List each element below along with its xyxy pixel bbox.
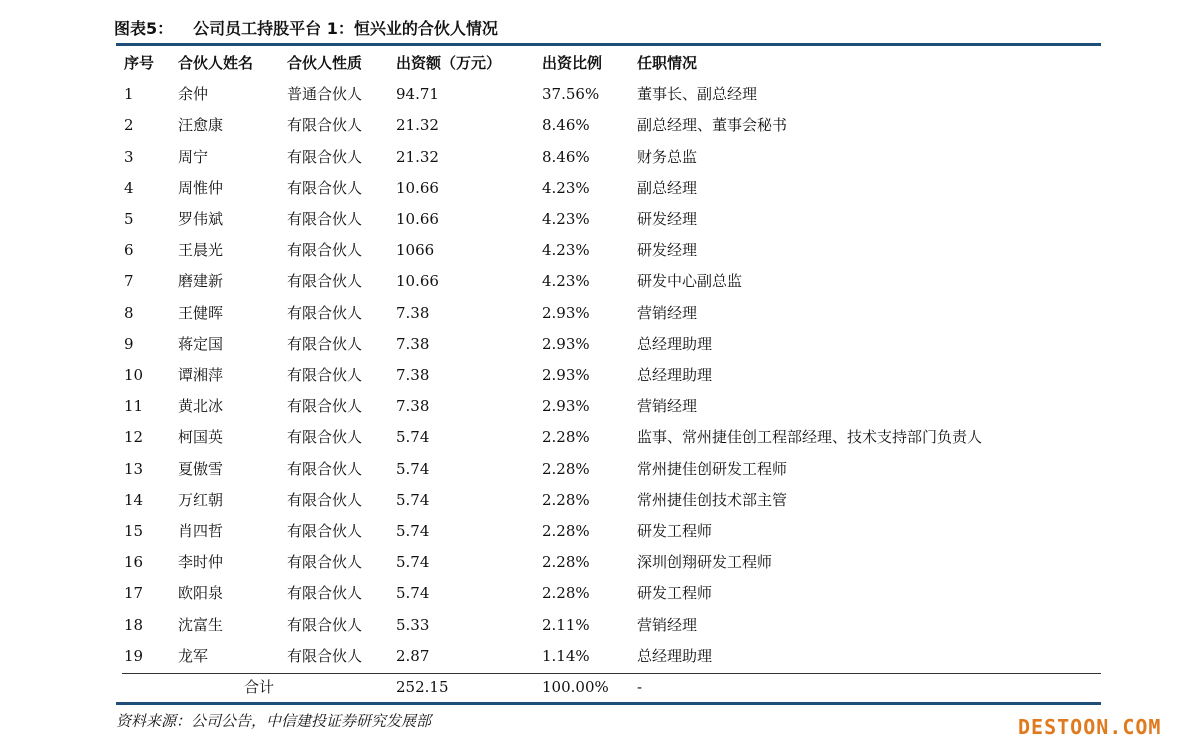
- col-ratio-cell: 2.93%: [542, 397, 590, 416]
- col-ratio-cell: 2.28%: [542, 490, 590, 509]
- header-col-index: 序号: [124, 54, 155, 72]
- col-index-cell: 13: [124, 459, 144, 478]
- col-position-cell: 副总经理: [637, 178, 698, 197]
- col-amount-cell: 5.74: [396, 522, 430, 540]
- watermark-logo: DESTOON.COM: [1018, 715, 1162, 739]
- col-position-cell: 总经理助理: [637, 646, 713, 665]
- col-amount-cell: 21.32: [396, 116, 439, 135]
- header-col-ratio: 出资比例: [542, 54, 603, 72]
- col-index-cell: 5: [124, 210, 134, 228]
- col-position-cell: 研发工程师: [637, 584, 713, 603]
- col-position-cell: 营销经理: [637, 303, 698, 322]
- table-row: [0, 142, 1191, 173]
- col-partner-type-cell: 有限合伙人: [287, 210, 363, 228]
- col-amount-cell: 10.66: [396, 210, 439, 228]
- col-partner-name-cell: 汪愈康: [178, 116, 224, 135]
- table-row: [0, 266, 1191, 297]
- col-amount-cell: 7.38: [396, 366, 430, 384]
- col-index-cell: 11: [124, 397, 144, 416]
- col-amount-cell: 10.66: [396, 272, 439, 291]
- col-index-cell: 4: [124, 178, 134, 197]
- col-amount-cell: 5.33: [396, 615, 430, 634]
- col-position-cell: 营销经理: [637, 397, 698, 416]
- col-index-cell: 14: [124, 490, 144, 509]
- total-row: [0, 672, 1191, 703]
- col-partner-name-cell: 王健晖: [178, 303, 224, 322]
- col-ratio-cell: 2.93%: [542, 334, 590, 353]
- total-position: -: [637, 678, 643, 696]
- col-partner-type-cell: 有限合伙人: [287, 147, 363, 166]
- table-row: [0, 173, 1191, 204]
- table-row: [0, 516, 1191, 547]
- col-ratio-cell: 8.46%: [542, 116, 590, 135]
- col-partner-type-cell: 有限合伙人: [287, 272, 363, 291]
- col-partner-name-cell: 夏傲雪: [178, 459, 224, 478]
- col-partner-type-cell: 有限合伙人: [287, 490, 363, 509]
- col-ratio-cell: 4.23%: [542, 241, 590, 260]
- col-partner-type-cell: 有限合伙人: [287, 459, 363, 478]
- col-ratio-cell: 2.28%: [542, 553, 590, 572]
- col-partner-name-cell: 黄北冰: [178, 397, 224, 416]
- table-row: [0, 610, 1191, 641]
- table-header-row: [0, 48, 1191, 79]
- table-bottom-rule: [116, 702, 1101, 705]
- col-partner-name-cell: 罗伟斌: [178, 210, 224, 228]
- col-partner-type-cell: 有限合伙人: [287, 366, 363, 384]
- table-top-rule: [116, 43, 1101, 46]
- col-amount-cell: 5.74: [396, 428, 430, 447]
- col-ratio-cell: 2.28%: [542, 522, 590, 540]
- col-partner-type-cell: 有限合伙人: [287, 428, 363, 447]
- col-position-cell: 研发工程师: [637, 522, 713, 540]
- table-row: [0, 360, 1191, 391]
- col-position-cell: 董事长、副总经理: [637, 85, 758, 104]
- col-amount-cell: 5.74: [396, 490, 430, 509]
- col-amount-cell: 10.66: [396, 178, 439, 197]
- col-partner-name-cell: 周宁: [178, 147, 209, 166]
- table-row: [0, 454, 1191, 485]
- col-position-cell: 研发经理: [637, 241, 698, 260]
- col-ratio-cell: 37.56%: [542, 85, 600, 104]
- header-col-amount: 出资额（万元）: [396, 54, 502, 72]
- col-position-cell: 研发中心副总监: [637, 272, 743, 291]
- col-index-cell: 15: [124, 522, 144, 540]
- col-partner-name-cell: 欧阳泉: [178, 584, 224, 603]
- col-partner-name-cell: 万红朝: [178, 490, 224, 509]
- col-index-cell: 9: [124, 334, 134, 353]
- col-position-cell: 常州捷佳创研发工程师: [637, 459, 788, 478]
- col-position-cell: 营销经理: [637, 615, 698, 634]
- col-index-cell: 12: [124, 428, 144, 447]
- col-ratio-cell: 8.46%: [542, 147, 590, 166]
- col-partner-name-cell: 肖四哲: [178, 522, 224, 540]
- table-row: [0, 110, 1191, 141]
- col-amount-cell: 7.38: [396, 334, 430, 353]
- col-partner-name-cell: 谭湘萍: [178, 366, 224, 384]
- col-partner-name-cell: 磨建新: [178, 272, 224, 291]
- col-ratio-cell: 4.23%: [542, 178, 590, 197]
- figure-label: 图表5：: [114, 19, 174, 38]
- table-row: [0, 204, 1191, 235]
- header-col-partner-type: 合伙人性质: [287, 54, 363, 72]
- header-col-position: 任职情况: [637, 54, 698, 72]
- col-partner-type-cell: 有限合伙人: [287, 303, 363, 322]
- table-row: [0, 547, 1191, 578]
- col-ratio-cell: 2.93%: [542, 366, 590, 384]
- col-partner-type-cell: 普通合伙人: [287, 85, 363, 104]
- col-ratio-cell: 1.14%: [542, 646, 590, 665]
- col-amount-cell: 7.38: [396, 303, 430, 322]
- col-index-cell: 1: [124, 85, 134, 104]
- col-partner-type-cell: 有限合伙人: [287, 522, 363, 540]
- col-index-cell: 7: [124, 272, 134, 291]
- col-index-cell: 18: [124, 615, 144, 634]
- col-index-cell: 2: [124, 116, 134, 135]
- col-amount-cell: 7.38: [396, 397, 430, 416]
- col-partner-type-cell: 有限合伙人: [287, 116, 363, 135]
- col-index-cell: 6: [124, 241, 134, 260]
- col-partner-name-cell: 李时仲: [178, 553, 224, 572]
- col-amount-cell: 5.74: [396, 459, 430, 478]
- col-partner-name-cell: 龙军: [178, 646, 209, 665]
- col-index-cell: 17: [124, 584, 144, 603]
- col-partner-name-cell: 余仲: [178, 85, 209, 104]
- table-row: [0, 79, 1191, 110]
- table-row: [0, 485, 1191, 516]
- col-partner-name-cell: 柯国英: [178, 428, 224, 447]
- header-col-partner-name: 合伙人姓名: [178, 54, 254, 72]
- col-partner-name-cell: 蒋定国: [178, 334, 224, 353]
- col-ratio-cell: 2.93%: [542, 303, 590, 322]
- col-amount-cell: 94.71: [396, 85, 439, 104]
- table-row: [0, 298, 1191, 329]
- figure-title: [114, 17, 498, 41]
- table-row: [0, 641, 1191, 672]
- table-row: [0, 422, 1191, 453]
- col-position-cell: 常州捷佳创技术部主管: [637, 490, 788, 509]
- total-label: 合计: [244, 678, 275, 696]
- table-row: [0, 235, 1191, 266]
- col-partner-name-cell: 周惟仲: [178, 178, 224, 197]
- col-index-cell: 19: [124, 646, 144, 665]
- col-position-cell: 总经理助理: [637, 334, 713, 353]
- col-amount-cell: 1066: [396, 241, 435, 260]
- col-partner-type-cell: 有限合伙人: [287, 646, 363, 665]
- total-amount: 252.15: [396, 678, 449, 696]
- col-ratio-cell: 4.23%: [542, 272, 590, 291]
- col-ratio-cell: 2.11%: [542, 615, 590, 634]
- col-index-cell: 16: [124, 553, 144, 572]
- col-ratio-cell: 2.28%: [542, 459, 590, 478]
- col-position-cell: 财务总监: [637, 147, 698, 166]
- col-amount-cell: 21.32: [396, 147, 439, 166]
- source-note: 资料来源：公司公告，中信建投证券研究发展部: [116, 712, 432, 730]
- col-partner-type-cell: 有限合伙人: [287, 553, 363, 572]
- col-partner-type-cell: 有限合伙人: [287, 397, 363, 416]
- col-position-cell: 副总经理、董事会秘书: [637, 116, 788, 135]
- col-index-cell: 10: [124, 366, 144, 384]
- col-amount-cell: 2.87: [396, 646, 430, 665]
- col-partner-type-cell: 有限合伙人: [287, 241, 363, 260]
- total-ratio: 100.00%: [542, 678, 609, 696]
- col-partner-name-cell: 王晨光: [178, 241, 224, 260]
- col-position-cell: 深圳创翔研发工程师: [637, 553, 773, 572]
- table-row: [0, 329, 1191, 360]
- col-partner-type-cell: 有限合伙人: [287, 178, 363, 197]
- col-index-cell: 3: [124, 147, 134, 166]
- col-ratio-cell: 2.28%: [542, 584, 590, 603]
- col-partner-name-cell: 沈富生: [178, 615, 224, 634]
- col-amount-cell: 5.74: [396, 553, 430, 572]
- col-ratio-cell: 4.23%: [542, 210, 590, 228]
- col-partner-type-cell: 有限合伙人: [287, 334, 363, 353]
- col-position-cell: 监事、常州捷佳创工程部经理、技术支持部门负责人: [637, 428, 983, 447]
- table-row: [0, 391, 1191, 422]
- col-position-cell: 总经理助理: [637, 366, 713, 384]
- col-partner-type-cell: 有限合伙人: [287, 584, 363, 603]
- col-ratio-cell: 2.28%: [542, 428, 590, 447]
- col-position-cell: 研发经理: [637, 210, 698, 228]
- col-amount-cell: 5.74: [396, 584, 430, 603]
- col-partner-type-cell: 有限合伙人: [287, 615, 363, 634]
- figure-title-text: 公司员工持股平台 1：恒兴业的合伙人情况: [193, 19, 498, 38]
- col-index-cell: 8: [124, 303, 134, 322]
- table-row: [0, 578, 1191, 609]
